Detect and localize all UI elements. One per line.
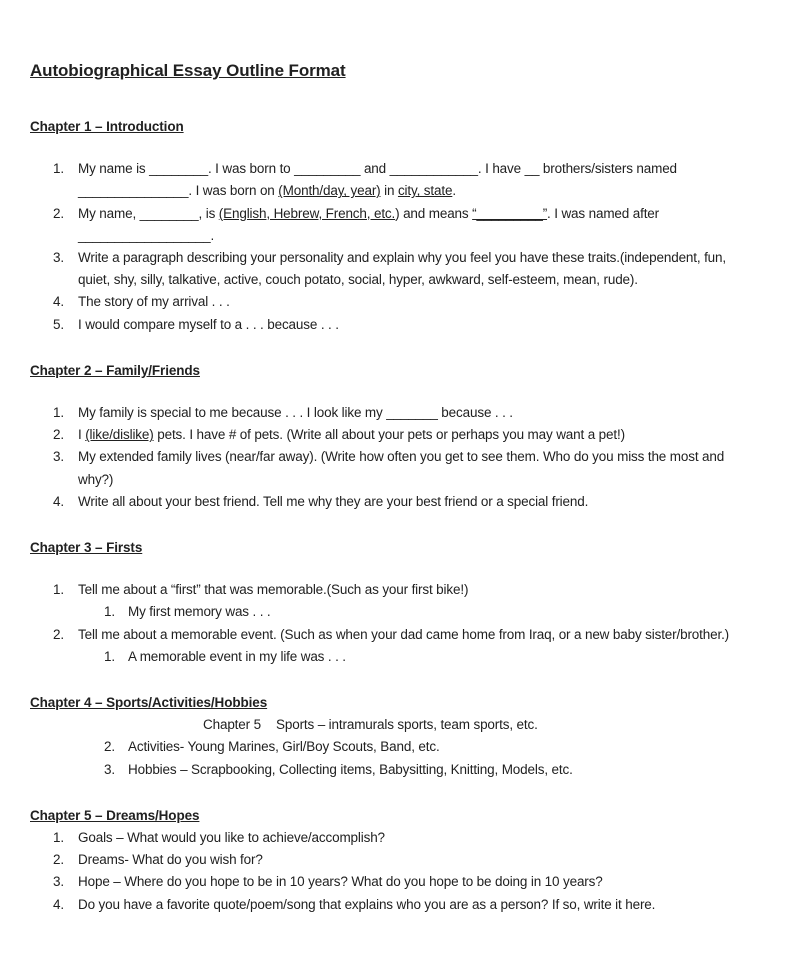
underlined-segment: (like/dislike) xyxy=(85,427,154,443)
document-title: Autobiographical Essay Outline Format xyxy=(30,61,346,80)
text-segment: My name is ________. I was born to _________ and ____________. I have __ brothers/sisters named xyxy=(78,161,677,177)
item-text xyxy=(30,158,770,202)
item-line xyxy=(78,624,770,646)
item-line xyxy=(203,714,770,736)
underlined-segment: (English, Hebrew, French, etc. xyxy=(218,205,396,221)
text-segment: I would compare myself to a . . . because . . . xyxy=(78,316,339,332)
item-number: 1. xyxy=(53,830,64,846)
item-number: 2. xyxy=(53,427,64,443)
item-line xyxy=(78,469,770,491)
text-segment: quiet, shy, silly, talkative, active, couch potato, social, hyper, awkward, self-esteem, mean, rude). xyxy=(78,272,638,288)
text-segment: _______________. I was born on xyxy=(78,183,279,199)
text-segment: Goals – What would you like to achieve/accomplish? xyxy=(78,830,385,846)
item-text xyxy=(30,601,770,623)
item-line xyxy=(78,203,770,225)
item-number: 4. xyxy=(53,294,64,310)
item-text xyxy=(30,402,770,424)
item-line xyxy=(78,827,770,849)
outline-item xyxy=(30,446,770,490)
outline-list xyxy=(30,714,770,781)
chapter-heading: Chapter 5 – Dreams/Hopes xyxy=(30,807,200,823)
item-number: 1. xyxy=(104,648,115,664)
text-segment: Activities- Young Marines, Girl/Boy Scouts, Band, etc. xyxy=(128,739,440,755)
text-segment: Tell me about a “first” that was memorable.(Such as your first bike!) xyxy=(78,582,469,598)
item-number: 1. xyxy=(53,582,64,598)
text-segment: Hobbies – Scrapbooking, Collecting items, Babysitting, Knitting, Models, etc. xyxy=(128,761,573,777)
item-text xyxy=(30,446,770,490)
item-text xyxy=(30,491,770,513)
item-line xyxy=(78,314,770,336)
item-number: 3. xyxy=(53,250,64,266)
item-line xyxy=(78,446,770,468)
chapter-heading: Chapter 2 – Family/Friends xyxy=(30,362,200,378)
underlined-segment: “_________” xyxy=(472,205,548,221)
outline-list xyxy=(30,158,770,336)
chapter-heading: Chapter 1 – Introduction xyxy=(30,119,184,134)
text-segment: ) and means xyxy=(395,205,473,221)
outline-section xyxy=(30,692,770,781)
item-line xyxy=(78,871,770,893)
item-line xyxy=(78,894,770,916)
item-number: 2. xyxy=(53,205,64,221)
item-number: 3. xyxy=(53,449,64,465)
outline-list xyxy=(30,402,770,513)
outline-list xyxy=(30,827,770,916)
text-segment: A memorable event in my life was . . . xyxy=(128,648,346,664)
outline-item xyxy=(30,158,770,202)
outline-item xyxy=(30,291,770,313)
outline-item xyxy=(30,736,770,758)
outline-item xyxy=(30,646,770,668)
outline-item xyxy=(30,827,770,849)
item-line xyxy=(128,646,770,668)
chapter-heading: Chapter 4 – Sports/Activities/Hobbies xyxy=(30,695,268,711)
outline-list xyxy=(30,579,770,668)
item-text xyxy=(30,827,770,849)
outline-item xyxy=(30,894,770,916)
item-text xyxy=(30,291,770,313)
item-text xyxy=(30,894,770,916)
item-line xyxy=(78,579,770,601)
outline-item xyxy=(30,247,770,291)
item-text xyxy=(30,646,770,668)
item-line xyxy=(128,601,770,623)
item-line xyxy=(78,491,770,513)
item-number: 2. xyxy=(104,739,115,755)
text-segment: Tell me about a memorable event. (Such as when your dad came home from Iraq, or a new baby sister/brother.) xyxy=(78,626,730,642)
item-text xyxy=(30,314,770,336)
text-segment: The story of my arrival . . . xyxy=(78,294,230,310)
outline-section xyxy=(30,537,770,668)
item-number: 3. xyxy=(53,874,64,890)
item-line xyxy=(78,158,770,180)
text-segment: why?) xyxy=(78,471,114,487)
item-number: 1. xyxy=(104,604,115,620)
outline-item xyxy=(30,871,770,893)
item-line xyxy=(78,291,770,313)
item-line xyxy=(128,759,770,781)
item-text xyxy=(30,203,770,247)
item-number: 4. xyxy=(53,493,64,509)
outline-item xyxy=(30,491,770,513)
item-number: 5. xyxy=(53,316,64,332)
text-segment: My extended family lives (near/far away). (Write how often you get to see them. Who do you miss the most and xyxy=(78,449,725,465)
text-segment: . xyxy=(452,183,456,199)
item-number: 4. xyxy=(53,896,64,912)
item-line xyxy=(78,269,770,291)
text-segment: Do you have a favorite quote/poem/song that explains who you are as a person? If so, write it here. xyxy=(78,896,656,912)
item-text xyxy=(30,579,770,601)
item-text xyxy=(30,759,770,781)
text-segment: Write all about your best friend. Tell me why they are your best friend or a special friend. xyxy=(78,493,589,509)
text-segment: Write a paragraph describing your personality and explain why you feel you have these traits.(independent, fun, xyxy=(78,250,727,266)
outline-item xyxy=(30,402,770,424)
outline-item xyxy=(30,424,770,446)
outline-item xyxy=(30,314,770,336)
item-line xyxy=(128,736,770,758)
item-number: 2. xyxy=(53,852,64,868)
underlined-segment: (Month/day, year) xyxy=(278,183,381,199)
item-line xyxy=(78,247,770,269)
text-segment: pets. I have # of pets. (Write all about your pets or perhaps you may want a pet!) xyxy=(153,427,625,443)
text-segment: My first memory was . . . xyxy=(128,604,271,620)
item-number: 1. xyxy=(53,161,64,177)
text-segment: Hope – Where do you hope to be in 10 years? What do you hope to be doing in 10 years? xyxy=(78,874,603,890)
outline-section xyxy=(30,116,770,336)
item-number: 1. xyxy=(53,405,64,421)
item-text xyxy=(30,424,770,446)
document-sections xyxy=(30,116,770,916)
item-line xyxy=(78,424,770,446)
chapter-heading: Chapter 3 – Firsts xyxy=(30,540,143,556)
outline-item xyxy=(30,579,770,601)
outline-item xyxy=(30,624,770,646)
text-segment: Sports – intramurals sports, team sports, etc. xyxy=(276,717,538,733)
outline-item xyxy=(30,714,770,736)
item-text xyxy=(30,624,770,646)
outline-section xyxy=(30,360,770,513)
outline-item xyxy=(30,203,770,247)
text-segment: in xyxy=(380,183,398,199)
text-segment: Dreams- What do you wish for? xyxy=(78,852,263,868)
outline-item xyxy=(30,601,770,623)
item-text xyxy=(30,736,770,758)
item-text xyxy=(30,247,770,291)
item-line xyxy=(78,225,770,247)
text-segment: My family is special to me because . . . I look like my _______ because . . . xyxy=(78,405,513,421)
tab-label: Chapter 5 xyxy=(203,717,261,733)
text-segment: My name, ________, is xyxy=(78,205,219,221)
underlined-segment: city, state xyxy=(397,183,453,199)
item-number: 3. xyxy=(104,761,115,777)
text-segment: __________________. xyxy=(78,227,215,243)
outline-section xyxy=(30,805,770,916)
item-text xyxy=(30,849,770,871)
item-line xyxy=(78,402,770,424)
text-segment: . I was named after xyxy=(547,205,659,221)
item-line xyxy=(78,180,770,202)
item-text xyxy=(30,871,770,893)
text-segment: I xyxy=(78,427,86,443)
outline-item xyxy=(30,849,770,871)
item-line xyxy=(78,849,770,871)
outline-item xyxy=(30,759,770,781)
item-text xyxy=(30,714,770,736)
item-number: 2. xyxy=(53,626,64,642)
